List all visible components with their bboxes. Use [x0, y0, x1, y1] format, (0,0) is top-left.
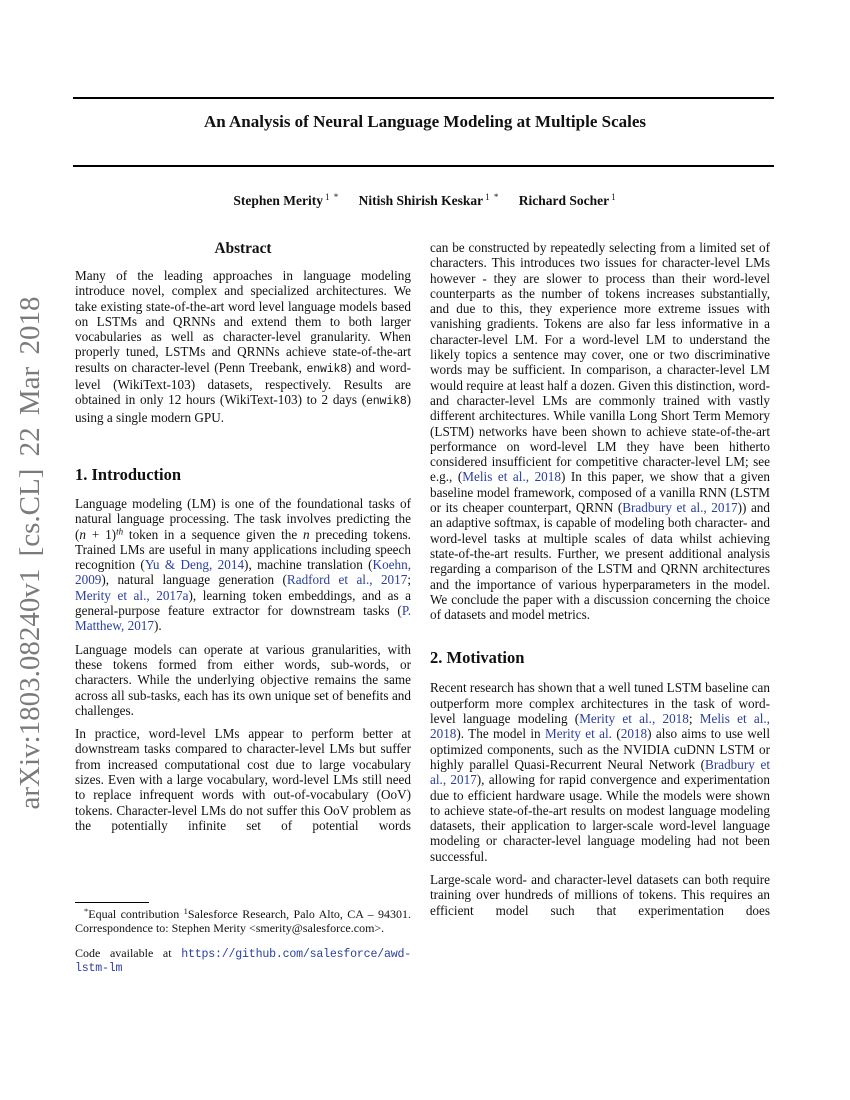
- motivation-paragraph-1: Recent research has shown that a well tuned LSTM baseline can outperform more complex architectures in the task of word-level language modeling (Merity et al., 2018; Melis et al., 2018). The model in Merity et al. (2018) also aims to use well optimized components, such as the NVIDIA cuDNN LSTM or highly parallel Quasi-Recurrent Neural Network (Bradbury et al., 2017), allowing for rapid convergence and experimentation due to efficient hardware usage. While the models were shown to achieve state-of-the-art results on modest language modeling datasets, their application to larger-scale word-level language modeling or character-level language modeling had not been successful.: [430, 680, 770, 864]
- intro-paragraph-2: Language models can operate at various granularities, with these tokens formed from either words, sub-words, or characters. While the underlying objective remains the same across all sub-tasks, each has its own unique set of benefits and challenges.: [75, 641, 411, 718]
- author-name: Stephen Merity: [233, 193, 323, 208]
- footnote-rule: [75, 902, 149, 903]
- paper-title: An Analysis of Neural Language Modeling at Multiple Scales: [203, 112, 647, 131]
- citation-link[interactable]: 2018: [620, 726, 648, 742]
- code-url-link[interactable]: https://github.com/salesforce/: [181, 947, 384, 961]
- citation-link[interactable]: Yu & Deng, 2014: [144, 557, 245, 573]
- code-availability-note: Code available at https://github.com/salesforce/awd-lstm-lm: [75, 945, 411, 976]
- citation-link[interactable]: Merity et al.: [545, 726, 612, 742]
- arxiv-watermark: arXiv:1803.08240v1 [cs.CL] 22 Mar 2018: [14, 296, 46, 810]
- citation-link[interactable]: Melis et al., 2018: [462, 469, 561, 485]
- citation-link[interactable]: Radford et al., 2017: [286, 572, 408, 588]
- author-line: [75, 193, 775, 209]
- code-url-link[interactable]: awd-lstm-lm: [75, 947, 411, 976]
- footnote-marker: 1: [183, 906, 188, 916]
- author-name: Nitish Shirish Keskar: [358, 193, 484, 208]
- math-superscript: th: [116, 526, 124, 537]
- footnote-text: *Equal contribution $^1$Salesforce Research, Palo Alto, CA – 94301. Correspondence to: Stephen Merity <smerity@salesforce.com>.: [75, 906, 411, 935]
- author-superscript: 1 *: [485, 192, 500, 202]
- author-1: [233, 193, 339, 209]
- motivation-paragraph-2: Large-scale word- and character-level datasets can both require training over hundreds of millions of tokens. This requires an efficient model such that experimentation does: [430, 871, 770, 918]
- top-rule: [73, 97, 774, 99]
- footnote-block: [75, 902, 411, 976]
- title-rule: [73, 165, 774, 167]
- citation-link[interactable]: Koehn, 2009: [75, 557, 411, 588]
- inline-code: enwik8: [366, 395, 407, 409]
- math-variable: n: [79, 526, 86, 542]
- left-column: [75, 240, 411, 903]
- math-variable: n: [303, 526, 310, 542]
- abstract-text: Many of the leading approaches in language modeling introduce novel, complex and specialized architectures. We take existing state-of-the-art word level language models based on LSTMs and QRNNs and extend them to both larger vocabularies as well as character-level granularity. When properly tuned, LSTMs and QRNNs achieve state-of-the-art results on character-level (Penn Treebank, enwik8) and word-level (WikiText-103) datasets, respectively. Results are obtained in only 12 hours (WikiText-103) to 2 days (enwik8) using a single modern GPU.: [75, 268, 411, 425]
- citation-link[interactable]: P. Matthew, 2017: [75, 603, 411, 634]
- section-heading-introduction: 1. Introduction: [75, 464, 182, 484]
- author-superscript: 1 *: [324, 192, 340, 202]
- citation-link[interactable]: Bradbury et al., 2017: [430, 756, 770, 788]
- intro-paragraph-1: Language modeling (LM) is one of the foundational tasks of natural language processing. The task involves predicting the $(n + 1)^{th}$ token in a sequence given the n preceding tokens. Trained LMs are useful in many applications including speech recognition (Yu & Deng, 2014), machine translation (Koehn, 2009), natural language generation (Radford et al., 2017; Merity et al., 2017a), learning token embeddings, and as a general-purpose feature extractor for downstream tasks (P. Matthew, 2017).: [75, 495, 411, 634]
- intro-paragraph-3: In practice, word-level LMs appear to perform better at downstream tasks compared to character-level LMs but suffer from increased computational cost due to large vocabulary sizes. Even with a large vocabulary, word-level LMs still need to replace infrequent words with out-of-vocabulary (OoV) tokens. Character-level LMs do not suffer this OoV problem as the potentially infinite set of potential words: [75, 726, 411, 833]
- citation-link[interactable]: Melis et al., 2018: [430, 711, 770, 742]
- citation-link[interactable]: Bradbury et al., 2017: [622, 500, 738, 516]
- citation-link[interactable]: Merity et al., 2017a: [75, 587, 189, 603]
- continuation-paragraph: can be constructed by repeatedly selecting from a limited set of characters. This introduces two issues for character-level LMs however - they are slower to process than their word-level counterparts as the number of tokens increases substantially, and due to this, they experience more extreme issues with vanishing gradients. Tokens are also far less informative in a character-level LM. For a word-level LM to understand the likely topics a sentence may cover, one or two discriminative words may be sufficient. In comparison, a character-level LM would require at least half a dozen. Given this distinction, word- and character-level LMs are commonly trained with vastly different architectures. While vanilla Long Short Term Memory (LSTM) networks have been shown to achieve state-of-the-art performance on word-level LM they have been hitherto considered insufficient for competitive character-level LM; see e.g., (Melis et al., 2018) In this paper, we show that a given baseline model framework, composed of a vanilla RNN (LSTM or its cheaper counterpart, QRNN (Bradbury et al., 2017)) and an adaptive softmax, is capable of modeling both character- and word-level tasks at multiple scales of data whilst achieving state-of-the-art results. Further, we present additional analysis regarding a comparison of the LSTM and QRNN architectures and the importance of various hyperparameters in the model. We conclude the paper with a discussion concerning the choice of datasets and model metrics.: [430, 240, 770, 623]
- section-heading-motivation: 2. Motivation: [430, 648, 525, 668]
- footnote-marker: *: [84, 906, 89, 916]
- citation-link[interactable]: Merity et al., 2018: [579, 711, 689, 727]
- author-2: [359, 193, 500, 209]
- author-name: Richard Socher: [518, 193, 610, 208]
- inline-code: enwik8: [306, 362, 347, 376]
- right-column: [430, 240, 770, 1010]
- abstract-heading: Abstract: [214, 240, 272, 257]
- author-superscript: 1: [611, 192, 617, 202]
- author-3: [519, 193, 617, 209]
